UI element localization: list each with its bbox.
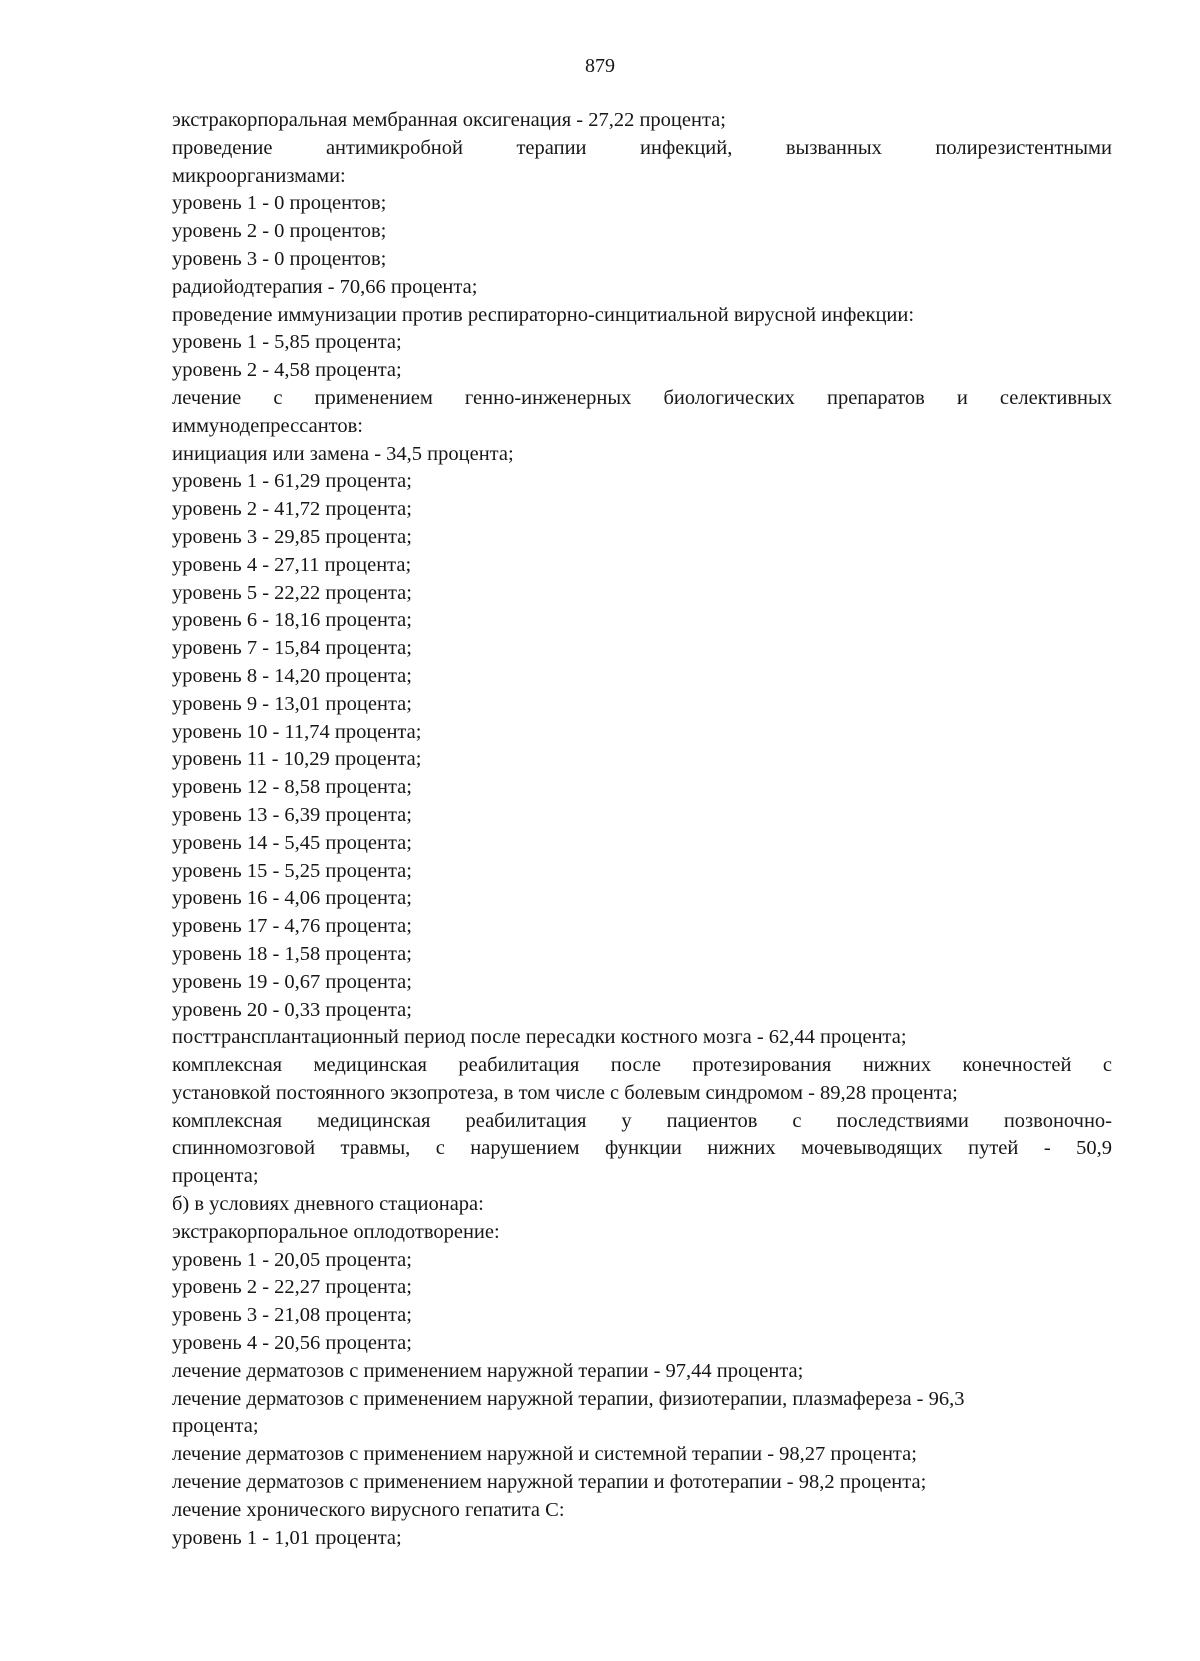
text-line: уровень 8 - 14,20 процента;: [172, 664, 412, 687]
text-line: уровень 12 - 8,58 процента;: [172, 776, 412, 799]
text-line: уровень 3 - 29,85 процента;: [172, 525, 412, 548]
text-line: микроорганизмами:: [172, 164, 346, 187]
text-line: уровень 11 - 10,29 процента;: [172, 748, 422, 771]
text-line: установкой постоянного экзопротеза, в том числе с болевым синдромом - 89,28 процента;: [172, 1081, 958, 1104]
text-line: лечение хронического вирусного гепатита C:: [172, 1498, 565, 1521]
text-line: уровень 9 - 13,01 процента;: [172, 692, 412, 715]
text-line: радиойодтерапия - 70,66 процента;: [172, 275, 478, 298]
text-line: посттрансплантационный период после пересадки костного мозга - 62,44 процента;: [172, 1026, 907, 1049]
text-line: уровень 5 - 22,22 процента;: [172, 581, 412, 604]
text-line: уровень 1 - 5,85 процента;: [172, 331, 402, 354]
text-line: уровень 19 - 0,67 процента;: [172, 970, 412, 993]
text-line: уровень 15 - 5,25 процента;: [172, 859, 412, 882]
text-line: уровень 6 - 18,16 процента;: [172, 609, 412, 632]
text-line: экстракорпоральная мембранная оксигенация - 27,22 процента;: [172, 109, 726, 131]
text-line: уровень 3 - 21,08 процента;: [172, 1304, 412, 1327]
text-line: уровень 2 - 41,72 процента;: [172, 498, 412, 521]
text-line: лечение с применением генно-инженерных биологических препаратов и селективных: [172, 386, 1112, 409]
text-line: комплексная медицинская реабилитация после протезирования нижних конечностей с: [172, 1054, 1112, 1077]
text-line: уровень 1 - 0 процентов;: [172, 192, 387, 215]
text-line: иммунодепрессантов:: [172, 414, 363, 437]
text-line: уровень 10 - 11,74 процента;: [172, 720, 422, 743]
text-line: инициация или замена - 34,5 процента;: [172, 442, 514, 465]
text-line: лечение дерматозов с применением наружной и системной терапии - 98,27 процента;: [172, 1443, 917, 1466]
text-line: лечение дерматозов с применением наружной терапии - 97,44 процента;: [172, 1359, 804, 1382]
page-number: 879: [585, 55, 615, 77]
text-line: уровень 17 - 4,76 процента;: [172, 915, 412, 938]
text-line: уровень 13 - 6,39 процента;: [172, 803, 412, 826]
text-line: уровень 18 - 1,58 процента;: [172, 942, 412, 965]
text-line: уровень 1 - 1,01 процента;: [172, 1526, 402, 1549]
text-line: экстракорпоральное оплодотворение:: [172, 1220, 500, 1243]
document-body: [172, 107, 1112, 1552]
text-line: уровень 16 - 4,06 процента;: [172, 887, 412, 910]
text-line: спинномозговой травмы, с нарушением функции нижних мочевыводящих путей - 50,9: [172, 1137, 1112, 1160]
text-line: уровень 2 - 0 процентов;: [172, 220, 387, 243]
text-line: уровень 4 - 27,11 процента;: [172, 553, 412, 576]
text-line: уровень 7 - 15,84 процента;: [172, 637, 412, 660]
text-line: уровень 14 - 5,45 процента;: [172, 831, 412, 854]
text-line: процента;: [172, 1165, 259, 1188]
text-line: уровень 3 - 0 процентов;: [172, 247, 387, 270]
text-line: проведение антимикробной терапии инфекций, вызванных полирезистентными: [172, 136, 1112, 159]
text-line: проведение иммунизации против респираторно-синцитиальной вирусной инфекции:: [172, 303, 915, 326]
text-line: уровень 2 - 4,58 процента;: [172, 359, 402, 382]
text-line: уровень 1 - 20,05 процента;: [172, 1248, 412, 1271]
text-line: б) в условиях дневного стационара:: [172, 1193, 484, 1216]
text-line: уровень 20 - 0,33 процента;: [172, 998, 412, 1021]
text-line: уровень 4 - 20,56 процента;: [172, 1332, 412, 1355]
text-line: лечение дерматозов с применением наружной терапии, физиотерапии, плазмафереза - 96,3: [172, 1387, 965, 1410]
text-line: уровень 2 - 22,27 процента;: [172, 1276, 412, 1299]
text-line: уровень 1 - 61,29 процента;: [172, 470, 412, 493]
text-line: комплексная медицинская реабилитация у пациентов с последствиями позвоночно-: [172, 1109, 1112, 1132]
text-line: процента;: [172, 1415, 259, 1438]
text-line: лечение дерматозов с применением наружной терапии и фототерапии - 98,2 процента;: [172, 1471, 927, 1494]
